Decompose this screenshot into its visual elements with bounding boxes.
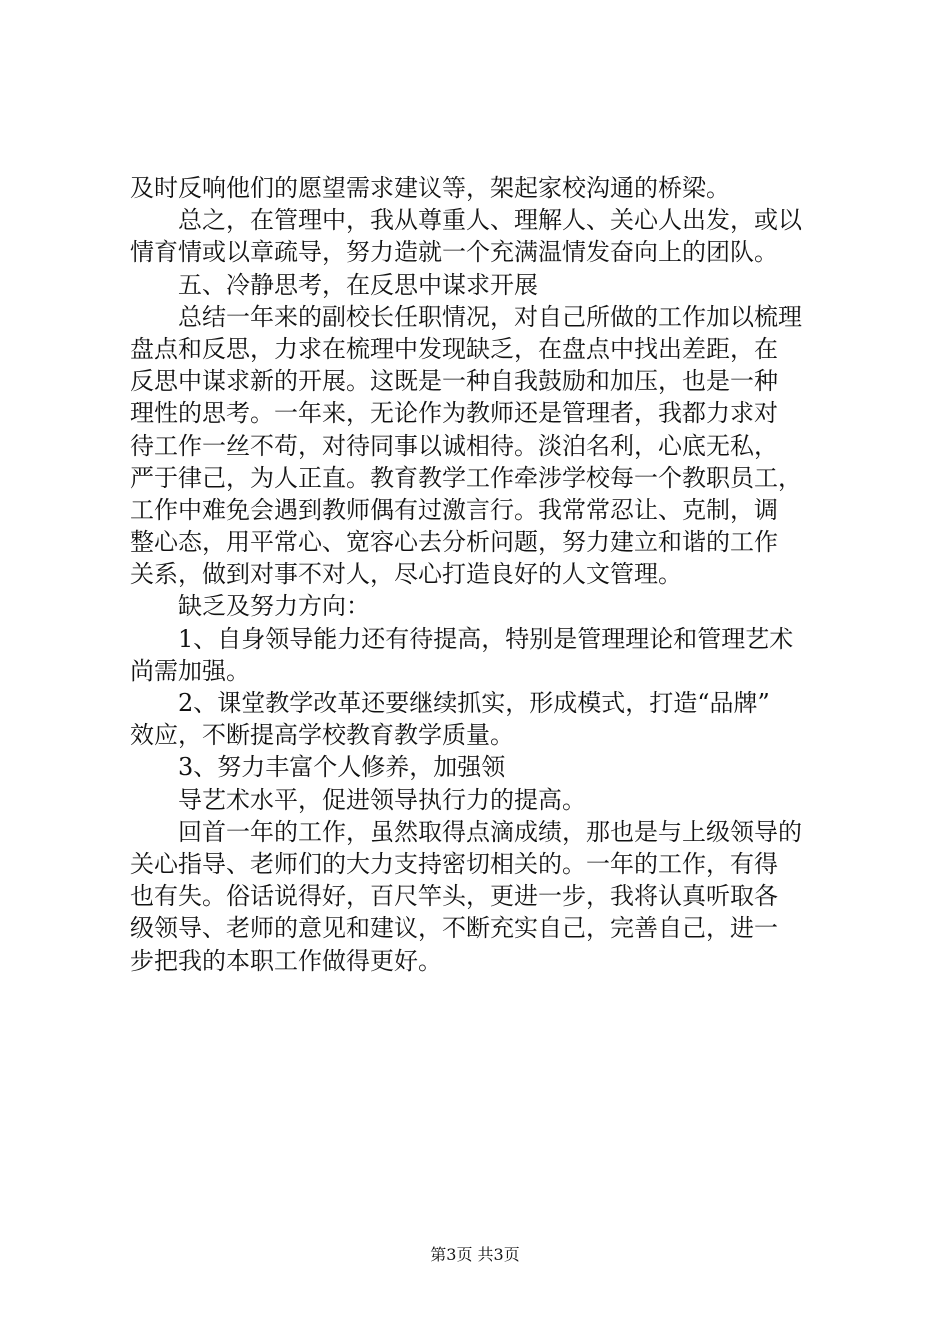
text-line: 理性的思考。一年来，无论作为教师还是管理者，我都力求对 [130,399,778,428]
text-line: 导艺术水平，促进领导执行力的提高。 [178,785,586,814]
text-line: 情育情或以章疏导，努力造就一个充满温情发奋向上的团队。 [130,238,778,267]
text-line: 严于律己，为人正直。教育教学工作牵涉学校每一个教职员工， [130,463,802,492]
text-line: 效应，不断提高学校教育教学质量。 [130,721,514,750]
list-item: 1、自身领导能力还有待提高，特别是管理理论和管理艺术 [178,624,794,653]
text-line: 关系，做到对事不对人，尽心打造良好的人文管理。 [130,560,682,589]
page-number-footer: 第3页 共3页 [430,1245,520,1264]
text-line: 工作中难免会遇到教师偶有过激言行。我常常忍让、克制，调 [130,495,778,524]
text-line: 总之，在管理中，我从尊重人、理解人、关心人出发，或以 [178,206,802,235]
text-line: 整心态，用平常心、宽容心去分析问题，努力建立和谐的工作 [130,528,778,557]
list-item: 3、努力丰富个人修养，加强领 [178,753,506,782]
text-line: 步把我的本职工作做得更好。 [130,946,442,975]
text-line: 及时反响他们的愿望需求建议等，架起家校沟通的桥梁。 [130,174,730,202]
section-heading: 五、冷静思考，在反思中谋求开展 [178,270,538,299]
text-line: 反思中谋求新的开展。这既是一种自我鼓励和加压，也是一种 [130,367,778,396]
list-item: 2、课堂教学改革还要继续抓实，形成模式，打造“品牌” [178,689,770,717]
text-line: 尚需加强。 [130,656,250,685]
text-line: 盘点和反思，力求在梳理中发现缺乏，在盘点中找出差距，在 [130,334,778,363]
subheading: 缺乏及努力方向： [178,592,370,621]
text-line: 也有失。俗话说得好，百尺竿头，更进一步，我将认真听取各 [130,882,778,911]
body-text [130,172,842,977]
text-line: 级领导、老师的意见和建议，不断充实自己，完善自己，进一 [130,914,778,943]
text-line: 回首一年的工作，虽然取得点滴成绩，那也是与上级领导的 [178,817,802,846]
text-line: 关心指导、老师们的大力支持密切相关的。一年的工作，有得 [130,849,778,878]
text-line: 待工作一丝不苟，对待同事以诚相待。淡泊名利，心底无私， [130,431,778,460]
text-line: 总结一年来的副校长任职情况，对自己所做的工作加以梳理 [178,302,802,331]
